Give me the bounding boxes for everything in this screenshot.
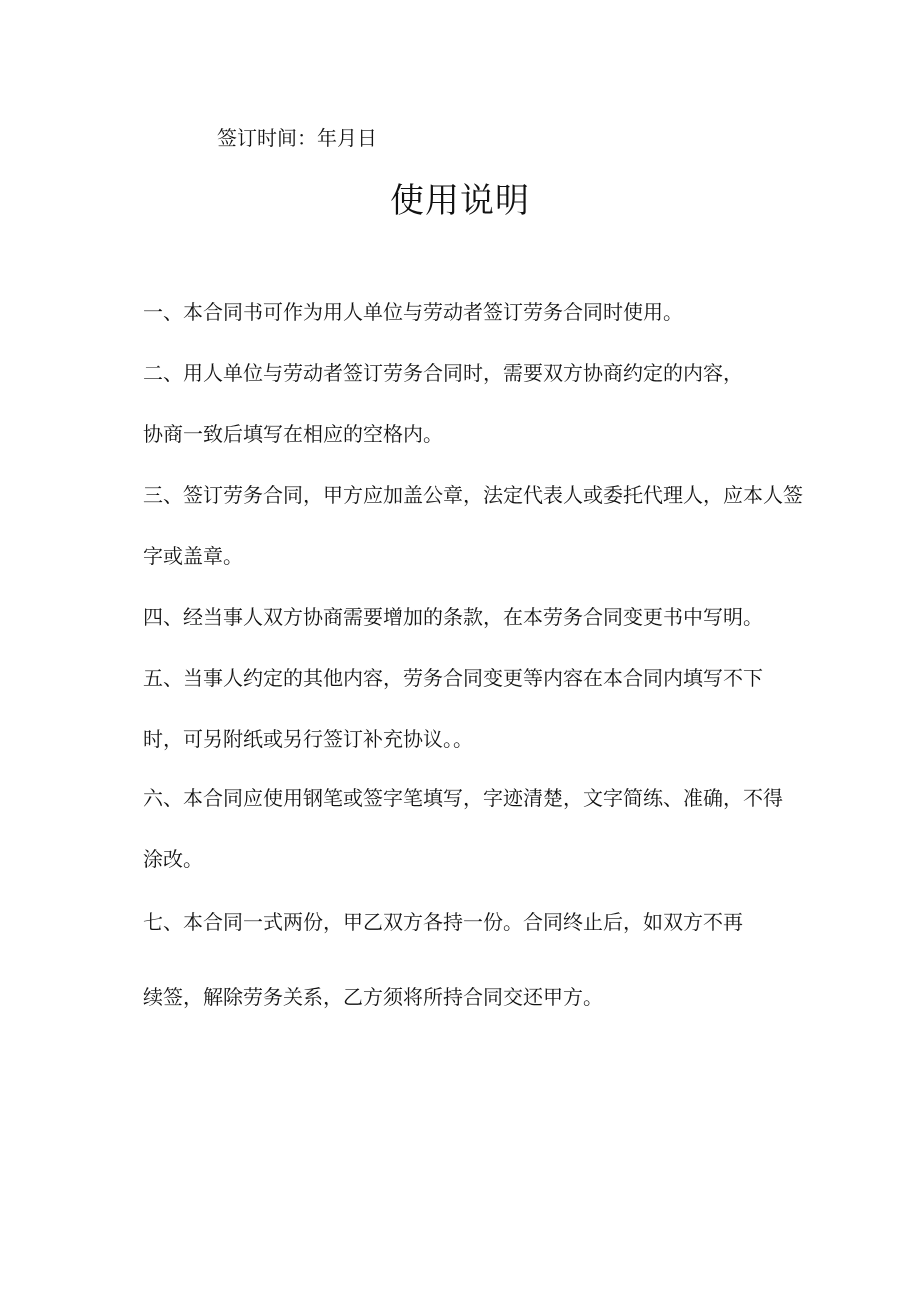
instruction-line-12: 续签，解除劳务关系，乙方须将所持合同交还甲方。 [143, 985, 603, 1009]
instruction-line-1: 一、本合同书可作为用人单位与劳动者签订劳务合同时使用。 [143, 300, 683, 324]
instruction-line-8: 时，可另附纸或另行签订补充协议。。 [143, 727, 473, 751]
instruction-line-6: 四、经当事人双方协商需要增加的条款，在本劳务合同变更书中写明。 [143, 605, 763, 629]
instruction-line-2: 二、用人单位与劳动者签订劳务合同时，需要双方协商约定的内容， [143, 361, 743, 385]
page-title: 使用说明 [390, 181, 530, 221]
instruction-line-5: 字或盖章。 [143, 544, 243, 568]
signing-date-line: 签订时间：年月日 [217, 126, 377, 150]
instruction-line-3: 协商一致后填写在相应的空格内。 [143, 422, 443, 446]
instruction-line-9: 六、本合同应使用钢笔或签字笔填写，字迹清楚，文字简练、准确，不得 [143, 786, 783, 810]
instruction-line-11: 七、本合同一式两份，甲乙双方各持一份。合同终止后，如双方不再 [143, 910, 743, 934]
instruction-line-10: 涂改。 [143, 847, 203, 871]
instruction-line-7: 五、当事人约定的其他内容，劳务合同变更等内容在本合同内填写不下 [143, 666, 763, 690]
instruction-line-4: 三、签订劳务合同，甲方应加盖公章，法定代表人或委托代理人，应本人签 [143, 483, 803, 507]
